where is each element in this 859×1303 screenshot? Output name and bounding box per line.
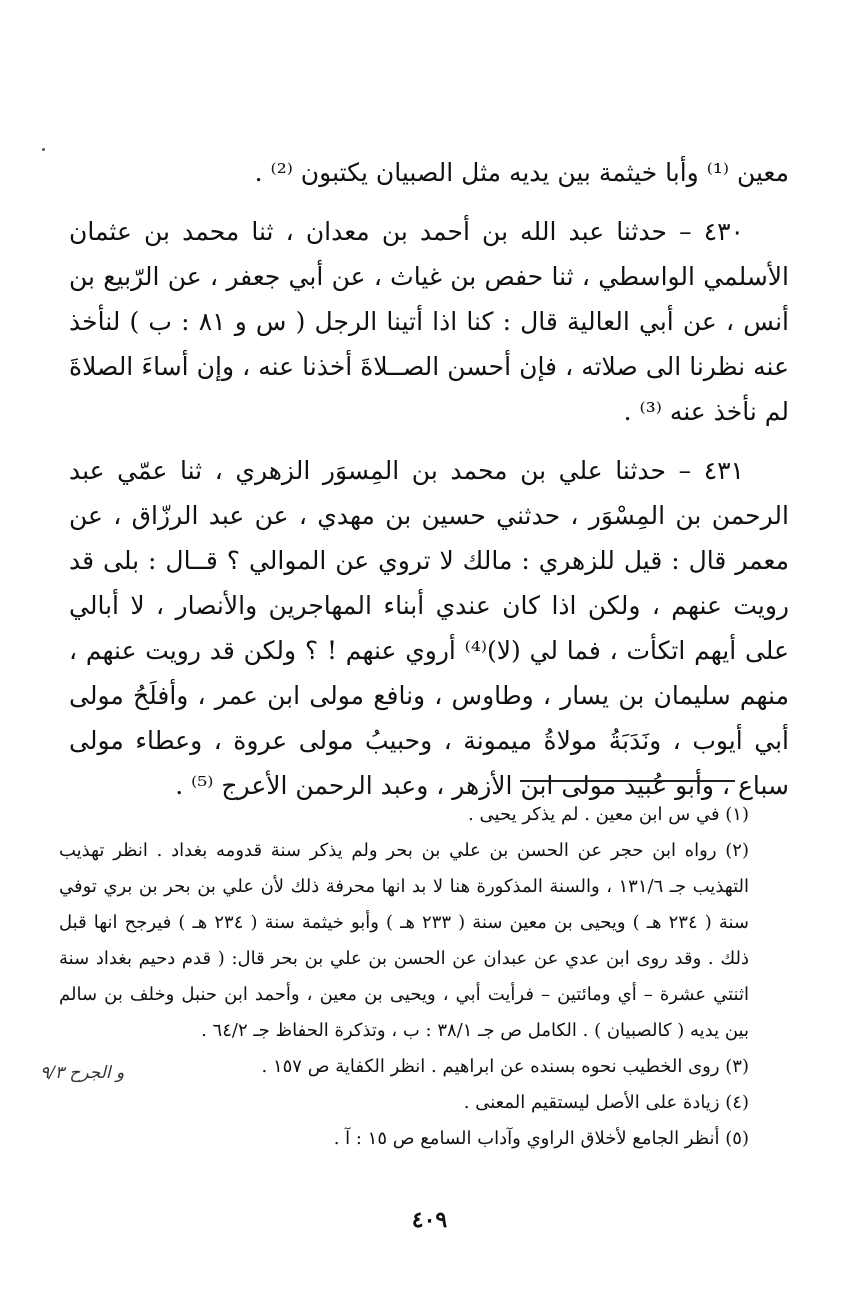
footnotes xyxy=(59,797,749,1157)
footnote-5: (٥) أنظر الجامع لأخلاق الراوي وآداب السامع ص ١٥ : آ . xyxy=(333,1128,749,1149)
page-number: ٤٠٩ xyxy=(411,1207,448,1233)
handwritten-margin-note: و الجرح ٩/٣ xyxy=(40,1063,125,1083)
footnote-2: (٢) رواه ابن حجر عن الحسن بن علي بن بحر ولم يذكر سنة قدومه بغداد . انظر تهذيب التهذيب جـ ١٣١/٦ ، والسنة المذكورة هنا لا بد انها محرفة ذلك لأن علي بن بحر بن بري توفي سنة ( ٢٣٤ هـ ) ويحيى بن معين سنة ( ٢٣٣ هـ ) وأبو خيثمة سنة ( ٢٣٤ هـ ) فيرجح انها قبل ذلك . وقد روى ابن عدي عن عبدان عن الحسن بن علي بن بحر قال: ( قدم دحيم بغداد سنة اثنتي عشرة – أي ومائتين – فرأيت أبي ، ويحيى بن معين ، وأحمد ابن حنبل وخلف بن سالم بين يديه ( كالصبيان ) . الكامل ص جـ ٣٨/١ : ب ، وتذكرة الحفاظ جـ ٦٤/٢ . xyxy=(59,840,749,1041)
footnote-1: (١) في س ابن معين . لم يذكر يحيى . xyxy=(468,804,749,825)
hadith-431: ٤٣١ – حدثنا علي بن محمد بن المِسوَر الزهري ، ثنا عمّي عبد الرحمن بن المِسْوَر ، حدثني حسين بن مهدي ، عن عبد الرزّاق ، عن معمر قال : قيل للزهري : مالك لا تروي عن الموالي ؟ قــال : بلى قد رويت عنهم ، ولكن اذا كان عندي أبناء المهاجرين والأنصار ، لا أبالي على أيهم اتكأت ، فما لي (لا)⁽⁴⁾ أروي عنهم ! ؟ ولكن قد رويت عنهم ، منهم سليمان بن يسار ، وطاوس ، ونافع مولى ابن عمر ، وأفلَحُ مولى أبي أيوب ، ونَدَبَةُ مولاةُ ميمونة ، وحبيبُ مولى عروة ، وعطاء مولى سباع ، وأبو عُبيد مولى ابن الأزهر ، وعبد الرحمن الأعرج ⁽⁵⁾ . xyxy=(69,456,790,800)
footnote-3: (٣) روى الخطيب نحوه بسنده عن ابراهيم . انظر الكفاية ص ١٥٧ . xyxy=(261,1056,749,1077)
main-text xyxy=(69,150,789,808)
footnote-4: (٤) زيادة على الأصل ليستقيم المعنى . xyxy=(463,1092,749,1113)
continuation-line: معين ⁽¹⁾ وأبا خيثمة بين يديه مثل الصبيان يكتبون ⁽²⁾ . xyxy=(254,158,789,187)
hadith-430: ٤٣٠ – حدثنا عبد الله بن أحمد بن معدان ، ثنا محمد بن عثمان الأسلمي الواسطي ، ثنا حفص بن غياث ، عن أبي جعفر ، عن الرّبيع بن أنس ، عن أبي العالية قال : كنا اذا أتينا الرجل ( س و ٨١ : ب ) لنأخذ عنه نظرنا الى صلاته ، فإن أحسن الصــلاةَ أخذنا عنه ، وإن أساءَ الصلاةَ لم نأخذ عنه ⁽³⁾ . xyxy=(69,217,789,426)
scan-speck xyxy=(42,148,45,151)
footnote-divider xyxy=(520,780,735,782)
